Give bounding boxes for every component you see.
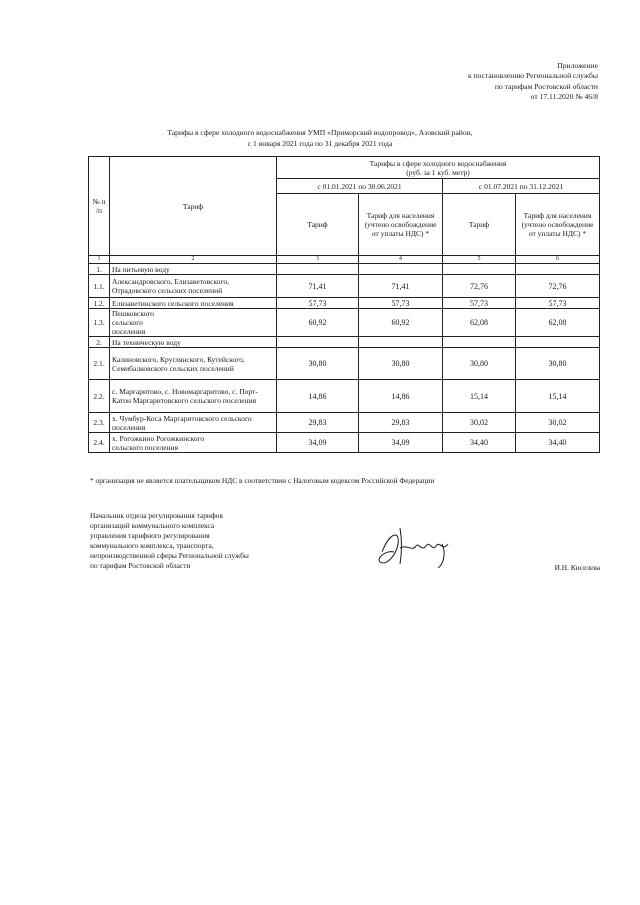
row-num: 2.3. bbox=[89, 413, 110, 433]
row-name: х. Рогожкино Рогожкинского сельского поселения bbox=[110, 433, 277, 453]
row-value: 57,73 bbox=[277, 298, 359, 309]
signer-line: Начальник отдела регулирования тарифов bbox=[90, 511, 223, 520]
signer-line: организаций коммунального комплекса bbox=[90, 521, 215, 530]
row-value: 30,02 bbox=[516, 413, 600, 433]
column-index: 2 bbox=[110, 256, 277, 264]
row-value: 34,40 bbox=[516, 433, 600, 453]
signer-line: непроизводственной сферы Региональной службы bbox=[90, 551, 249, 560]
header-tariff: Тариф bbox=[110, 157, 277, 256]
table-row bbox=[89, 413, 600, 433]
row-name: Калиновского, Круглянского, Кутейского, Семибалковского сельских поселений bbox=[110, 348, 277, 380]
signer-line: управления тарифного регулирования bbox=[90, 531, 210, 540]
row-name: На техническую воду bbox=[110, 337, 277, 348]
table-row bbox=[89, 275, 600, 298]
title-line: Тарифы в сфере холодного водоснабжения УМП «Приморский водопровод», Азовский район, bbox=[167, 128, 473, 137]
row-value: 57,73 bbox=[359, 298, 443, 309]
column-index: 4 bbox=[359, 256, 443, 264]
signer-line: по тарифам Ростовской области bbox=[90, 561, 191, 570]
appendix-line: Приложение bbox=[557, 61, 598, 70]
column-index: 6 bbox=[516, 256, 600, 264]
row-name: На питьевую воду bbox=[110, 264, 277, 275]
row-value: 30,80 bbox=[277, 348, 359, 380]
header-group bbox=[277, 157, 600, 179]
appendix-line: от 17.11.2020 № 46/8 bbox=[530, 91, 598, 101]
row-name: х. Чумбур-Коса Маргаритовского сельского поселения bbox=[110, 413, 277, 433]
table-row-section bbox=[89, 337, 600, 348]
signer-name: И.Н. Киселева bbox=[554, 563, 600, 572]
row-value: 62,08 bbox=[516, 309, 600, 337]
row-value: 34,40 bbox=[443, 433, 516, 453]
row-num: 2.4. bbox=[89, 433, 110, 453]
table-row bbox=[89, 380, 600, 413]
title-line: с 1 января 2021 года по 31 декабря 2021 года bbox=[247, 139, 393, 148]
table-row bbox=[89, 309, 600, 337]
appendix-line: к постановлению Региональной службы bbox=[467, 71, 598, 81]
header-col-tariff: Тариф bbox=[443, 194, 516, 256]
row-value: 29,83 bbox=[277, 413, 359, 433]
row-value: 15,14 bbox=[516, 380, 600, 413]
header-col-tariff: Тариф bbox=[277, 194, 359, 256]
row-value: 14,86 bbox=[359, 380, 443, 413]
row-name: Александровского, Елизаветовского, Отрадовского сельских поселений bbox=[110, 275, 277, 298]
row-num: 2.1. bbox=[89, 348, 110, 380]
row-value: 60,92 bbox=[359, 309, 443, 337]
signer-position bbox=[90, 511, 249, 571]
row-value: 30,80 bbox=[443, 348, 516, 380]
row-value: 30,02 bbox=[443, 413, 516, 433]
row-name: с. Маргаритово, с. Новомаргаритово, с. Порт-Катон Маргаритовского сельского поселения bbox=[110, 380, 277, 413]
row-name: Пешковского сельского поселения bbox=[110, 309, 277, 337]
row-value: 62,08 bbox=[443, 309, 516, 337]
table-row-section bbox=[89, 264, 600, 275]
header-period1: с 01.01.2021 по 30.06.2021 bbox=[277, 179, 443, 194]
table-row bbox=[89, 348, 600, 380]
table-row bbox=[89, 298, 600, 309]
footnote: * организация не является плательщиком НДС в соответствии с Налоговым кодексом Российской Федерации bbox=[90, 476, 435, 485]
row-num: 2.2. bbox=[89, 380, 110, 413]
row-num: 1. bbox=[89, 264, 110, 275]
row-value: 30,80 bbox=[359, 348, 443, 380]
row-value: 30,80 bbox=[516, 348, 600, 380]
row-num: 1.3. bbox=[89, 309, 110, 337]
appendix-line: по тарифам Ростовской области bbox=[494, 81, 598, 91]
row-value: 34,09 bbox=[359, 433, 443, 453]
row-value: 60,92 bbox=[277, 309, 359, 337]
header-group-line: Тарифы в сфере холодного водоснабжения bbox=[369, 158, 507, 168]
row-value: 29,83 bbox=[359, 413, 443, 433]
row-value: 72,76 bbox=[443, 275, 516, 298]
header-col-population: Тариф для населения (учтено освобождение от уплаты НДС) * bbox=[516, 194, 600, 256]
column-index: 5 bbox=[443, 256, 516, 264]
signer-line: коммунального комплекса, транспорта, bbox=[90, 541, 214, 550]
header-group-line: (руб. за 1 куб. метр) bbox=[406, 167, 470, 177]
row-value: 15,14 bbox=[443, 380, 516, 413]
signature-icon bbox=[372, 522, 462, 572]
table-row bbox=[89, 433, 600, 453]
row-value: 14,86 bbox=[277, 380, 359, 413]
row-value: 34,09 bbox=[277, 433, 359, 453]
row-value: 57,73 bbox=[443, 298, 516, 309]
row-value: 72,76 bbox=[516, 275, 600, 298]
header-num: № п /п bbox=[89, 157, 110, 256]
row-value: 71,41 bbox=[277, 275, 359, 298]
row-num: 2. bbox=[89, 337, 110, 348]
header-period2: с 01.07.2021 по 31.12.2021 bbox=[443, 179, 600, 194]
column-index: 3 bbox=[277, 256, 359, 264]
row-value: 71,41 bbox=[359, 275, 443, 298]
tariff-table bbox=[88, 156, 600, 453]
row-num: 1.1. bbox=[89, 275, 110, 298]
document-title bbox=[90, 127, 550, 149]
appendix-header bbox=[468, 61, 598, 102]
row-num: 1.2. bbox=[89, 298, 110, 309]
row-value: 57,73 bbox=[516, 298, 600, 309]
row-name: Елизаветинского сельского поселения bbox=[110, 298, 277, 309]
column-index: 1 bbox=[89, 256, 110, 264]
header-col-population: Тариф для населения (учтено освобождение от уплаты НДС) * bbox=[359, 194, 443, 256]
